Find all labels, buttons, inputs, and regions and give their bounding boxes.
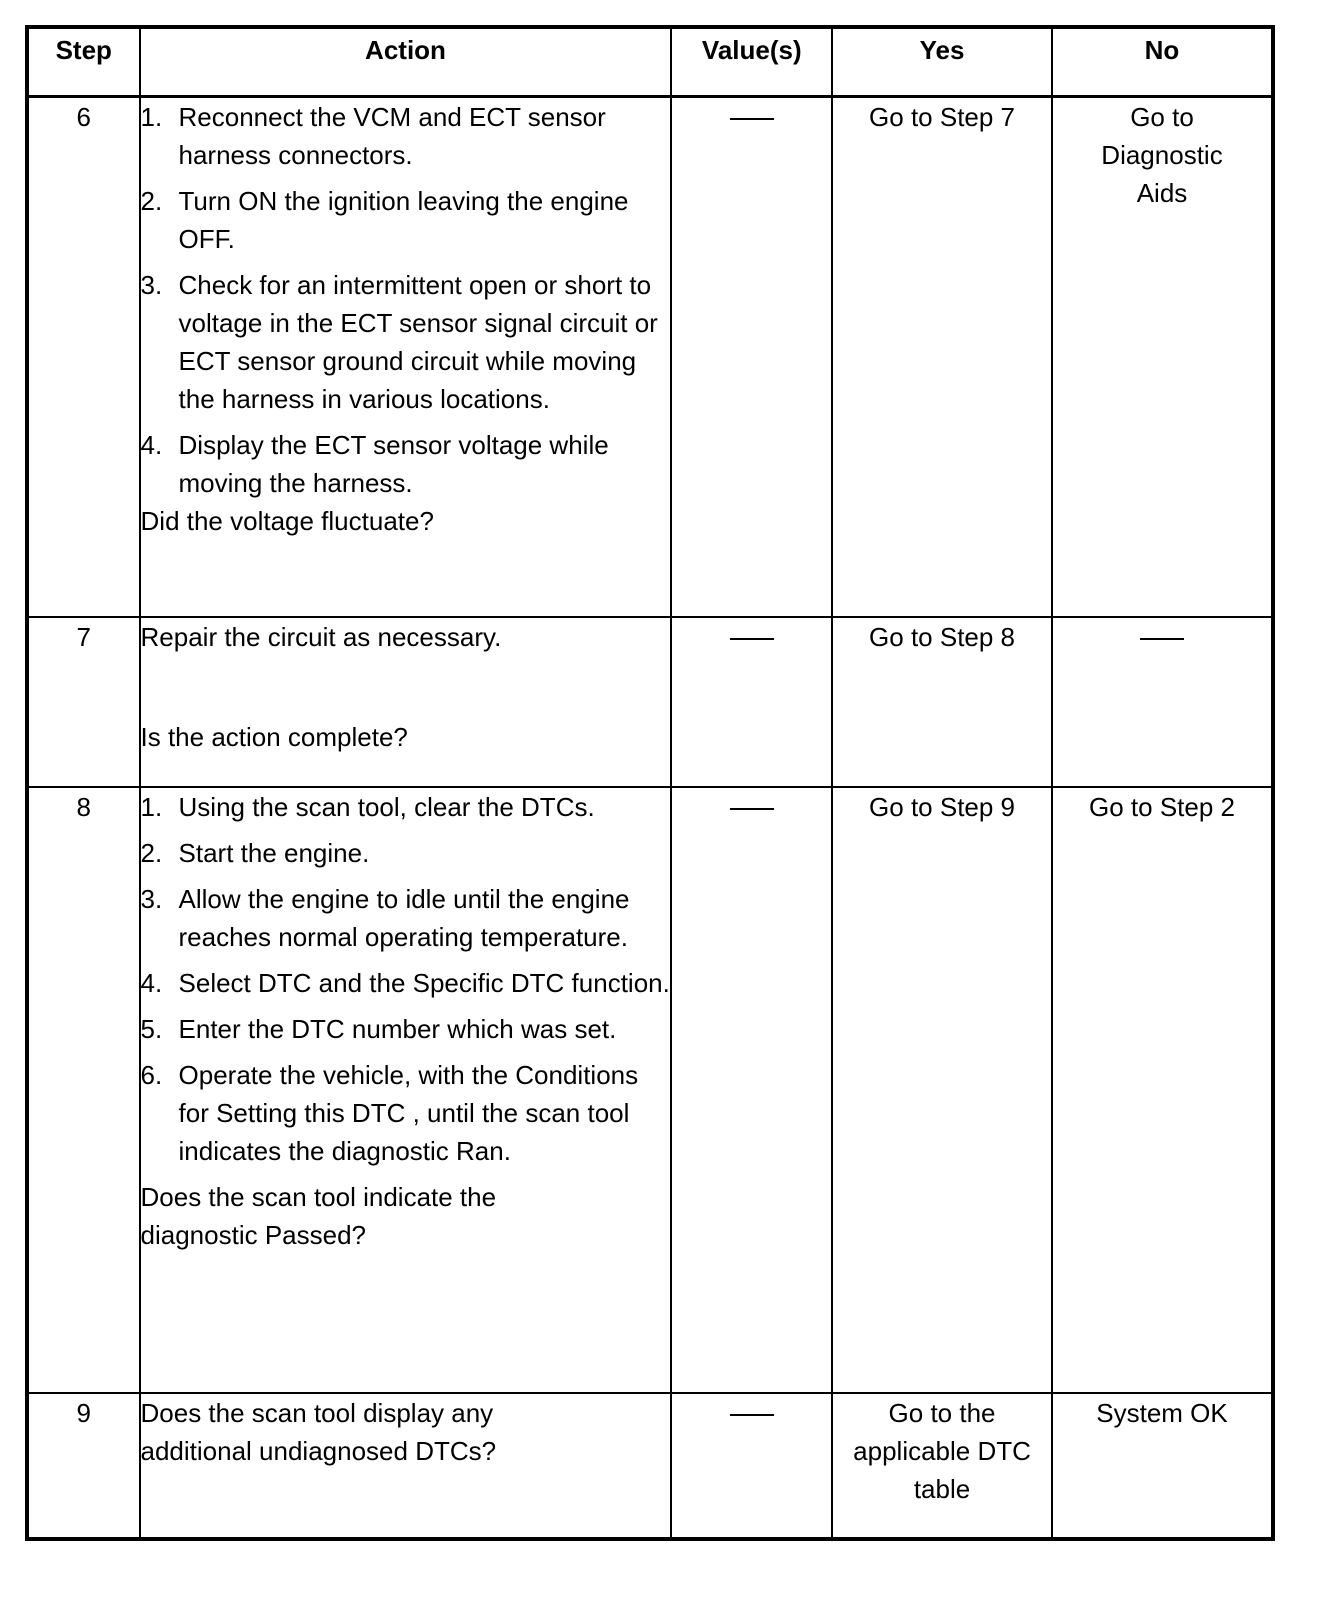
instruction-list <box>141 788 671 1170</box>
value-dash <box>730 638 774 640</box>
action-cell <box>140 617 672 787</box>
instruction-item: 1. Using the scan tool, clear the DTCs. <box>140 791 595 822</box>
action-cell <box>140 787 672 1393</box>
header-action: Action <box>140 27 672 97</box>
no-cell <box>1052 617 1273 787</box>
no-cell: Go to Step 2 <box>1052 787 1273 1393</box>
question-text: Did the voltage fluctuate? <box>140 506 434 536</box>
value-cell <box>671 787 832 1393</box>
instruction-item: 3. Check for an intermittent open or short to voltage in the ECT sensor signal circuit or ECT sensor ground circuit while moving the harness in various locations. <box>140 270 658 414</box>
value-dash <box>730 118 774 120</box>
instruction-text: Repair the circuit as necessary. <box>140 621 502 652</box>
question-text: Does the scan tool indicate the diagnostic Passed? <box>140 1181 497 1250</box>
instruction-item: 2. Start the engine. <box>140 837 370 868</box>
value-cell <box>671 617 832 787</box>
instruction-item: 4. Select DTC and the Specific DTC function. <box>140 967 670 998</box>
step-number: 8 <box>27 787 140 1393</box>
table-row-step-8 <box>27 787 1273 1393</box>
table-row-step-6 <box>27 97 1273 617</box>
yes-cell: Go to the applicable DTC table <box>832 1393 1052 1539</box>
action-cell <box>140 1393 672 1539</box>
value-dash <box>730 1414 774 1416</box>
no-dash <box>1140 638 1184 640</box>
no-cell: Go to Diagnostic Aids <box>1052 97 1273 617</box>
header-row <box>27 27 1273 97</box>
header-yes: Yes <box>832 27 1052 97</box>
table-row-step-9 <box>27 1393 1273 1539</box>
header-no: No <box>1052 27 1273 97</box>
question-text: Is the action complete? <box>140 721 408 752</box>
value-dash <box>730 808 774 810</box>
action-cell <box>140 97 672 617</box>
value-cell <box>671 1393 832 1539</box>
instruction-item: 5. Enter the DTC number which was set. <box>140 1013 617 1044</box>
yes-cell: Go to Step 9 <box>832 787 1052 1393</box>
yes-cell: Go to Step 8 <box>832 617 1052 787</box>
step-number: 9 <box>27 1393 140 1539</box>
instruction-item: 3. Allow the engine to idle until the engine reaches normal operating temperature. <box>140 883 630 952</box>
header-step: Step <box>27 27 140 97</box>
instruction-item: 6. Operate the vehicle, with the Conditions for Setting this DTC , until the scan tool indicates the diagnostic Ran. <box>140 1059 639 1166</box>
diagnostic-table <box>25 25 1275 1541</box>
instruction-list <box>141 98 671 502</box>
instruction-item: 1. Reconnect the VCM and ECT sensor harness connectors. <box>140 102 606 170</box>
instruction-item: 4. Display the ECT sensor voltage while moving the harness. <box>140 430 609 498</box>
value-cell <box>671 97 832 617</box>
question-text: Does the scan tool display any additional undiagnosed DTCs? <box>140 1397 497 1466</box>
step-number: 6 <box>27 97 140 617</box>
no-cell: System OK <box>1052 1393 1273 1539</box>
yes-cell: Go to Step 7 <box>832 97 1052 617</box>
instruction-item: 2. Turn ON the ignition leaving the engine OFF. <box>140 186 629 254</box>
step-number: 7 <box>27 617 140 787</box>
table-row-step-7 <box>27 617 1273 787</box>
header-values: Value(s) <box>671 27 832 97</box>
